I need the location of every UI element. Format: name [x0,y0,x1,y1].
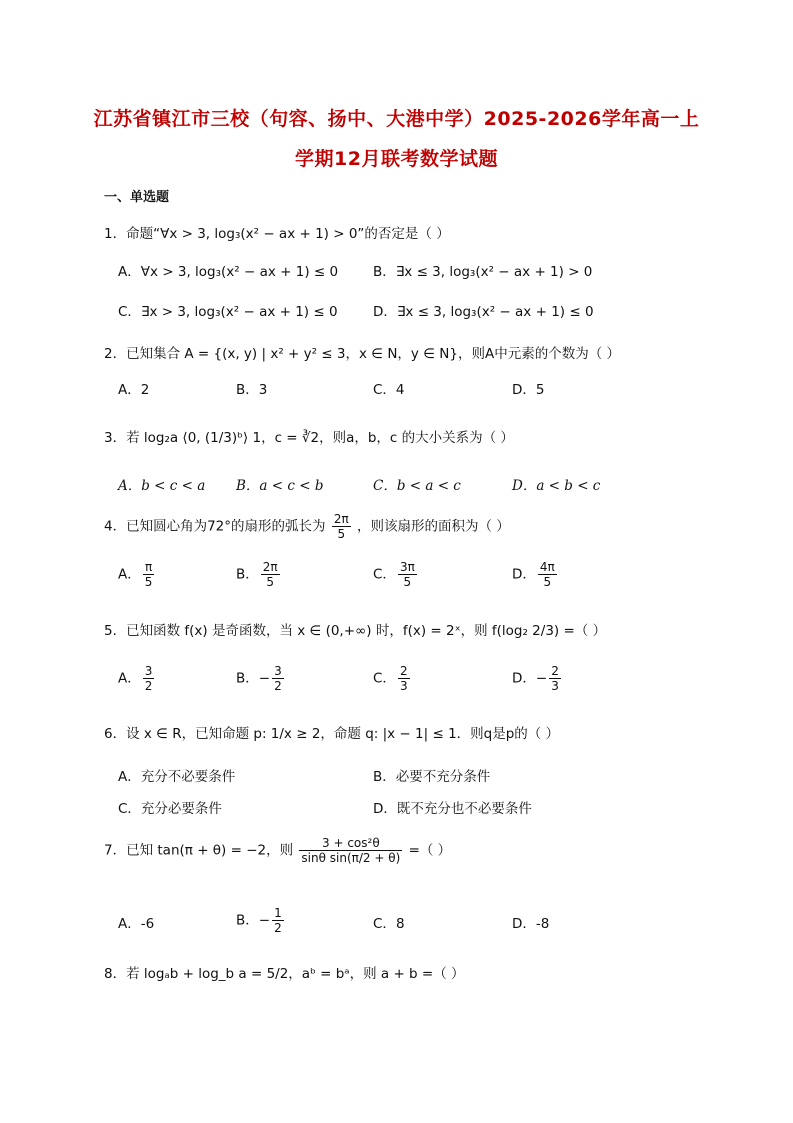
q7-b-num: 1 [274,906,282,920]
q7-b-fraction [272,906,284,935]
q7-c-value: 8 [395,916,405,932]
q4-c-den: 5 [403,575,412,589]
q5-a-num: 3 [144,664,153,678]
question-8-stem: 8．若 logₐb + log_b a = 5/2，aᵇ = bᵃ，则 a + b =（ ） [104,966,465,982]
q4-c-fraction [398,560,417,589]
q1-option-b: B．∃x ≤ 3, log₃(x² − ax + 1) > 0 [373,264,593,280]
question-1-stem: 1．命题“∀x > 3, log₃(x² − ax + 1) > 0”的否定是（ ） [104,226,450,242]
question-2-stem: 2．已知集合 A = {(x, y) | x² + y² ≤ 3，x ∈ N，y ∈ N}，则A中元素的个数为（ ） [104,346,620,362]
q5-b-den: 2 [274,679,282,693]
q7-option-d [512,912,549,932]
q3-option-a: A．b < c < a [118,478,206,494]
q4-stem-post: ，则该扇形的面积为（ ） [356,518,510,535]
q4-d-num: 4π [539,560,555,574]
title-line-2: 学期12月联考数学试题 [295,148,498,170]
q7-d-label: D． [512,916,536,932]
q5-option-d [512,664,563,693]
q5-d-fraction [549,664,561,693]
q5-a-fraction [143,664,155,693]
q7-frac-den: sinθ sin(π/2 + θ) [301,851,401,865]
q4-a-den: 5 [144,575,153,589]
q4-stem-fraction [332,512,351,541]
q1-option-c: C．∃x > 3, log₃(x² − ax + 1) ≤ 0 [118,304,338,320]
q3-option-c: C．b < a < c [373,478,461,494]
q6-option-c: C．充分必要条件 [118,801,222,817]
q5-b-fraction [272,664,284,693]
q2-option-a: A．2 [118,382,150,398]
question-4-stem [104,512,510,541]
question-3-stem: 3．若 log₂a ⟨0, (1/3)ᵇ⟩ 1，c = ∛2，则a，b，c 的大小关系为（ ） [104,430,514,446]
q4-option-c [373,560,419,589]
q7-option-a [118,912,154,932]
q4-frac-num: 2π [333,512,349,526]
q5-d-sign: − [535,670,548,687]
q3-option-b: B．a < c < b [236,478,324,494]
q2-option-d: D．5 [512,382,545,398]
q7-option-b [236,906,286,935]
title-line-1: 江苏省镇江市三校（句容、扬中、大港中学）2025-2026学年高一上 [93,108,700,130]
q4-option-a [118,560,156,589]
q7-stem-pre: 7．已知 tan(π + θ) = −2，则 [104,842,294,859]
q5-c-fraction [398,664,410,693]
q5-b-label: B． [236,670,259,687]
q7-b-label: B． [236,912,259,929]
q4-c-num: 3π [399,560,415,574]
q6-option-a: A．充分不必要条件 [118,769,236,785]
q5-d-label: D． [512,670,536,687]
q4-b-fraction [261,560,280,589]
q7-option-c [373,912,405,932]
q1-option-d: D．∃x ≤ 3, log₃(x² − ax + 1) ≤ 0 [373,304,594,320]
q4-frac-den: 5 [337,527,346,541]
q4-stem-pre: 4．已知圆心角为72°的扇形的弧长为 [104,518,326,535]
q7-stem-fraction [299,836,402,865]
q5-d-den: 3 [551,679,559,693]
q5-option-c [373,664,412,693]
q5-b-num: 3 [274,664,282,678]
q7-stem-post: =（ ） [408,842,452,859]
q7-d-value: -8 [535,916,550,932]
q7-b-sign: − [258,912,271,929]
q4-option-b [236,560,282,589]
q1-option-a: A．∀x > 3, log₃(x² − ax + 1) ≤ 0 [118,264,339,280]
q7-a-label: A． [118,916,141,932]
q4-d-fraction [538,560,557,589]
q3-option-d: D．a < b < c [512,478,601,494]
q7-b-den: 2 [274,921,282,935]
q7-a-value: -6 [140,916,155,932]
q5-c-num: 2 [399,664,408,678]
q5-a-den: 2 [144,679,153,693]
q4-b-den: 5 [266,575,275,589]
question-7-stem [104,836,451,865]
q5-b-sign: − [258,670,271,687]
q5-c-den: 3 [399,679,408,693]
q5-c-label: C． [373,670,396,687]
q4-c-label: C． [373,566,396,583]
q6-option-b: B．必要不充分条件 [373,769,491,785]
q5-d-num: 2 [551,664,559,678]
q4-d-label: D． [512,566,536,583]
q2-option-b: B．3 [236,382,268,398]
q4-a-fraction [143,560,155,589]
question-5-stem: 5．已知函数 f(x) 是奇函数，当 x ∈ (0,+∞) 时，f(x) = 2ˣ，则 f(log₂ 2/3) =（ ） [104,623,607,639]
q4-d-den: 5 [543,575,552,589]
q4-a-num: π [143,560,155,575]
q7-c-label: C． [373,916,396,932]
q5-option-b [236,664,286,693]
q4-a-label: A． [118,566,141,583]
q4-option-d [512,560,559,589]
section-heading: 一、单选题 [104,190,170,205]
q2-option-c: C．4 [373,382,405,398]
q5-option-a [118,664,156,693]
question-6-stem: 6．设 x ∈ R，已知命题 p: 1/x ≥ 2，命题 q: |x − 1| ≤ 1．则q是p的（ ） [104,726,560,742]
q5-a-label: A． [118,670,141,687]
q4-b-num: 2π [262,560,278,574]
q7-frac-num: 3 + cos²θ [299,836,402,851]
q4-b-label: B． [236,566,259,583]
q6-option-d: D．既不充分也不必要条件 [373,801,532,817]
